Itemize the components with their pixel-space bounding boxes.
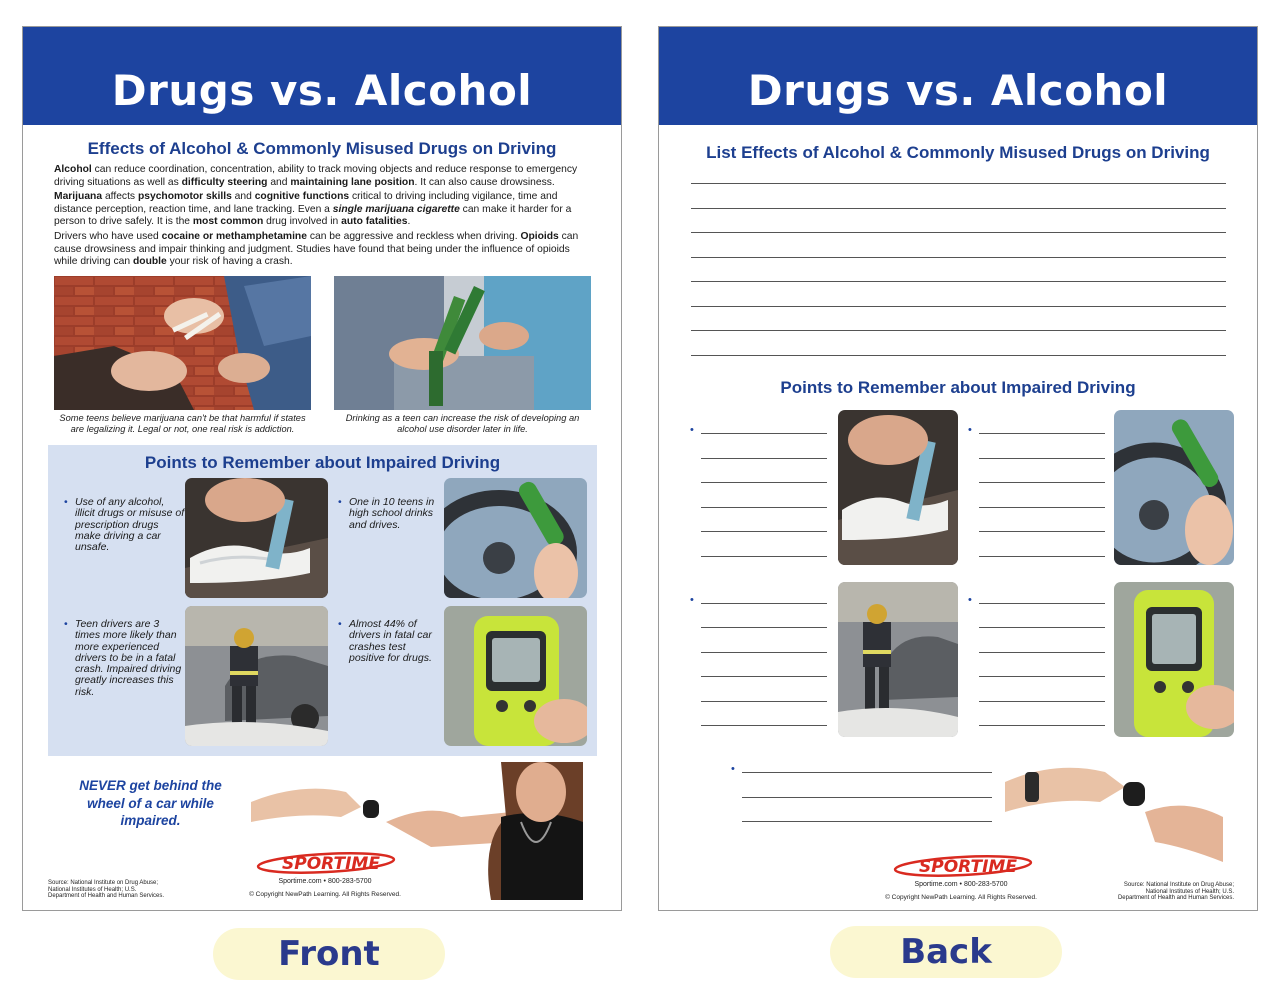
- writing-line: [701, 556, 827, 557]
- svg-text:SPORTIME: SPORTIME: [919, 857, 1017, 877]
- answer-line: [691, 183, 1226, 184]
- back-title: Drugs vs. Alcohol: [747, 66, 1169, 115]
- writing-line: [701, 507, 827, 508]
- writing-line: [979, 433, 1105, 434]
- bullet-icon: •: [338, 618, 342, 630]
- text-run: Opioids: [520, 230, 559, 242]
- text-run: maintaining lane position: [290, 176, 415, 188]
- writing-line: [742, 772, 992, 773]
- back-cocaine-photo: [838, 410, 958, 565]
- text-run: affects: [102, 191, 138, 203]
- front-title: Drugs vs. Alcohol: [111, 66, 533, 115]
- point-item-4: • Almost 44% of drivers in fatal car crashes test positive for drugs.: [338, 618, 432, 664]
- writing-line: [701, 701, 827, 702]
- effects-paragraphs: [54, 164, 594, 271]
- writing-line: [979, 556, 1105, 557]
- text-run: Drivers who have used: [54, 230, 162, 242]
- text-run: . It can also cause drowsiness.: [414, 176, 555, 188]
- marijuana-photo-caption: Some teens believe marijuana can't be that harmful if states are legalizing it. Legal or not, one real risk is addiction.: [59, 413, 306, 434]
- text-run: and: [267, 176, 291, 188]
- bullet-icon: •: [338, 496, 342, 508]
- writing-line: [979, 701, 1105, 702]
- writing-line: [979, 627, 1105, 628]
- writing-line: [979, 603, 1105, 604]
- text-run: can make it harder for a person to drive safely. It is the: [54, 203, 572, 228]
- marijuana-photo: [54, 276, 311, 410]
- effects-paragraph: [54, 231, 594, 269]
- writing-line: [979, 725, 1105, 726]
- text-run: cocaine or methamphetamine: [161, 230, 307, 242]
- drinking-driving-photo: [444, 478, 587, 598]
- svg-text:SPORTIME: SPORTIME: [282, 854, 380, 874]
- back-car-key-handoff-photo: [1005, 752, 1223, 867]
- answer-line: [691, 330, 1226, 331]
- text-run: .: [407, 216, 411, 228]
- text-run: can reduce coordination, concentration, ability to track moving objects and reduce response to emergency driving situations as well as: [54, 164, 578, 188]
- answer-line: [691, 257, 1226, 258]
- sportime-logo: [256, 850, 406, 876]
- text-run: critical to driving including vigilance, time and distance perception, reaction time, and lane tracking. Even a: [54, 191, 558, 215]
- bullet-icon: •: [690, 594, 694, 606]
- text-run: most common: [192, 216, 264, 228]
- answer-line: [691, 232, 1226, 233]
- text-run: your risk of having a crash.: [166, 256, 293, 268]
- bullet-icon: •: [731, 763, 735, 775]
- back-breathalyzer-photo: [1114, 582, 1234, 737]
- back-sheet: [658, 26, 1258, 911]
- back-title-banner: [659, 27, 1257, 125]
- never-drive-impaired-message: NEVER get behind the wheel of a car while impaired.: [79, 778, 222, 828]
- text-run: double: [132, 256, 167, 268]
- writing-line: [701, 627, 827, 628]
- text-run: psychomotor skills: [137, 191, 232, 203]
- writing-line: [979, 652, 1105, 653]
- text-run: Marijuana: [54, 191, 103, 203]
- writing-line: [701, 482, 827, 483]
- writing-line: [701, 458, 827, 459]
- front-source-note: Source: National Institute on Drug Abuse; National Institutes of Health; U.S. Department of Health and Human Services.: [48, 880, 165, 900]
- effects-paragraph: [54, 191, 594, 229]
- back-copyright: © Copyright NewPath Learning. All Rights Reserved.: [885, 894, 1037, 901]
- list-effects-heading: List Effects of Alcohol & Commonly Misused Drugs on Driving: [706, 143, 1210, 162]
- back-label: Back: [830, 926, 1062, 978]
- front-title-banner: [23, 27, 621, 125]
- answer-line: [691, 208, 1226, 209]
- front-sheet: [22, 26, 622, 911]
- writing-line: [701, 433, 827, 434]
- back-sportime-logo: [893, 853, 1043, 879]
- writing-line: [742, 797, 992, 798]
- front-label: Front: [213, 928, 445, 980]
- answer-line: [691, 281, 1226, 282]
- writing-line: [701, 603, 827, 604]
- writing-line: [701, 725, 827, 726]
- answer-line: [691, 306, 1226, 307]
- back-source-note: Source: National Institute on Drug Abuse; National Institutes of Health; U.S. Department of Health and Human Services.: [1117, 882, 1234, 902]
- breathalyzer-photo: [444, 606, 587, 746]
- writing-line: [979, 507, 1105, 508]
- back-drinking-driving-photo: [1114, 410, 1234, 565]
- back-contact-info: Sportime.com • 800-283-5700: [914, 881, 1008, 888]
- front-copyright: © Copyright NewPath Learning. All Rights Reserved.: [249, 891, 401, 898]
- text-run: single marijuana cigarette: [332, 203, 460, 215]
- drinking-photo-caption: Drinking as a teen can increase the risk of developing an alcohol use disorder later in life.: [345, 413, 580, 434]
- text-run: can cause drowsiness and impair thinking and judgment. Studies have found that being under the influence of opioids while driving can: [54, 230, 579, 268]
- points-heading: Points to Remember about Impaired Driving: [144, 453, 501, 472]
- cocaine-photo: [185, 478, 328, 598]
- point-item-2: • One in 10 teens in high school drinks and drives.: [338, 496, 435, 531]
- effects-paragraph: [54, 164, 594, 189]
- writing-line: [701, 652, 827, 653]
- writing-line: [979, 482, 1105, 483]
- text-run: drug involved in: [263, 216, 342, 228]
- writing-line: [979, 676, 1105, 677]
- bullet-icon: •: [64, 618, 68, 630]
- drinking-photo: [334, 276, 591, 410]
- back-car-crash-photo: [838, 582, 958, 737]
- text-run: can be aggressive and reckless when driving.: [306, 230, 521, 242]
- text-run: cognitive functions: [254, 191, 350, 203]
- answer-line: [691, 355, 1226, 356]
- text-run: and: [231, 191, 255, 203]
- text-run: auto fatalities: [341, 216, 408, 228]
- point-item-3: • Teen drivers are 3 times more likely than more experienced drivers to be in a fatal crash. Impaired driving greatly increases this risk.: [64, 618, 182, 698]
- writing-line: [979, 531, 1105, 532]
- writing-line: [979, 458, 1105, 459]
- writing-line: [701, 531, 827, 532]
- point-item-1: • Use of any alcohol, illicit drugs or misuse of prescription drugs make driving a car unsafe.: [64, 496, 185, 554]
- bullet-icon: •: [64, 496, 68, 508]
- text-run: Alcohol: [54, 164, 92, 175]
- points-to-remember-box: [48, 445, 597, 756]
- text-run: difficulty steering: [181, 176, 268, 188]
- effects-heading: Effects of Alcohol & Commonly Misused Drugs on Driving: [87, 139, 557, 158]
- bullet-icon: •: [968, 594, 972, 606]
- writing-line: [701, 676, 827, 677]
- car-crash-photo: [185, 606, 328, 746]
- writing-line: [742, 821, 992, 822]
- front-contact-info: Sportime.com • 800-283-5700: [278, 878, 372, 885]
- back-points-heading: Points to Remember about Impaired Driving: [780, 378, 1136, 397]
- bullet-icon: •: [968, 424, 972, 436]
- bullet-icon: •: [690, 424, 694, 436]
